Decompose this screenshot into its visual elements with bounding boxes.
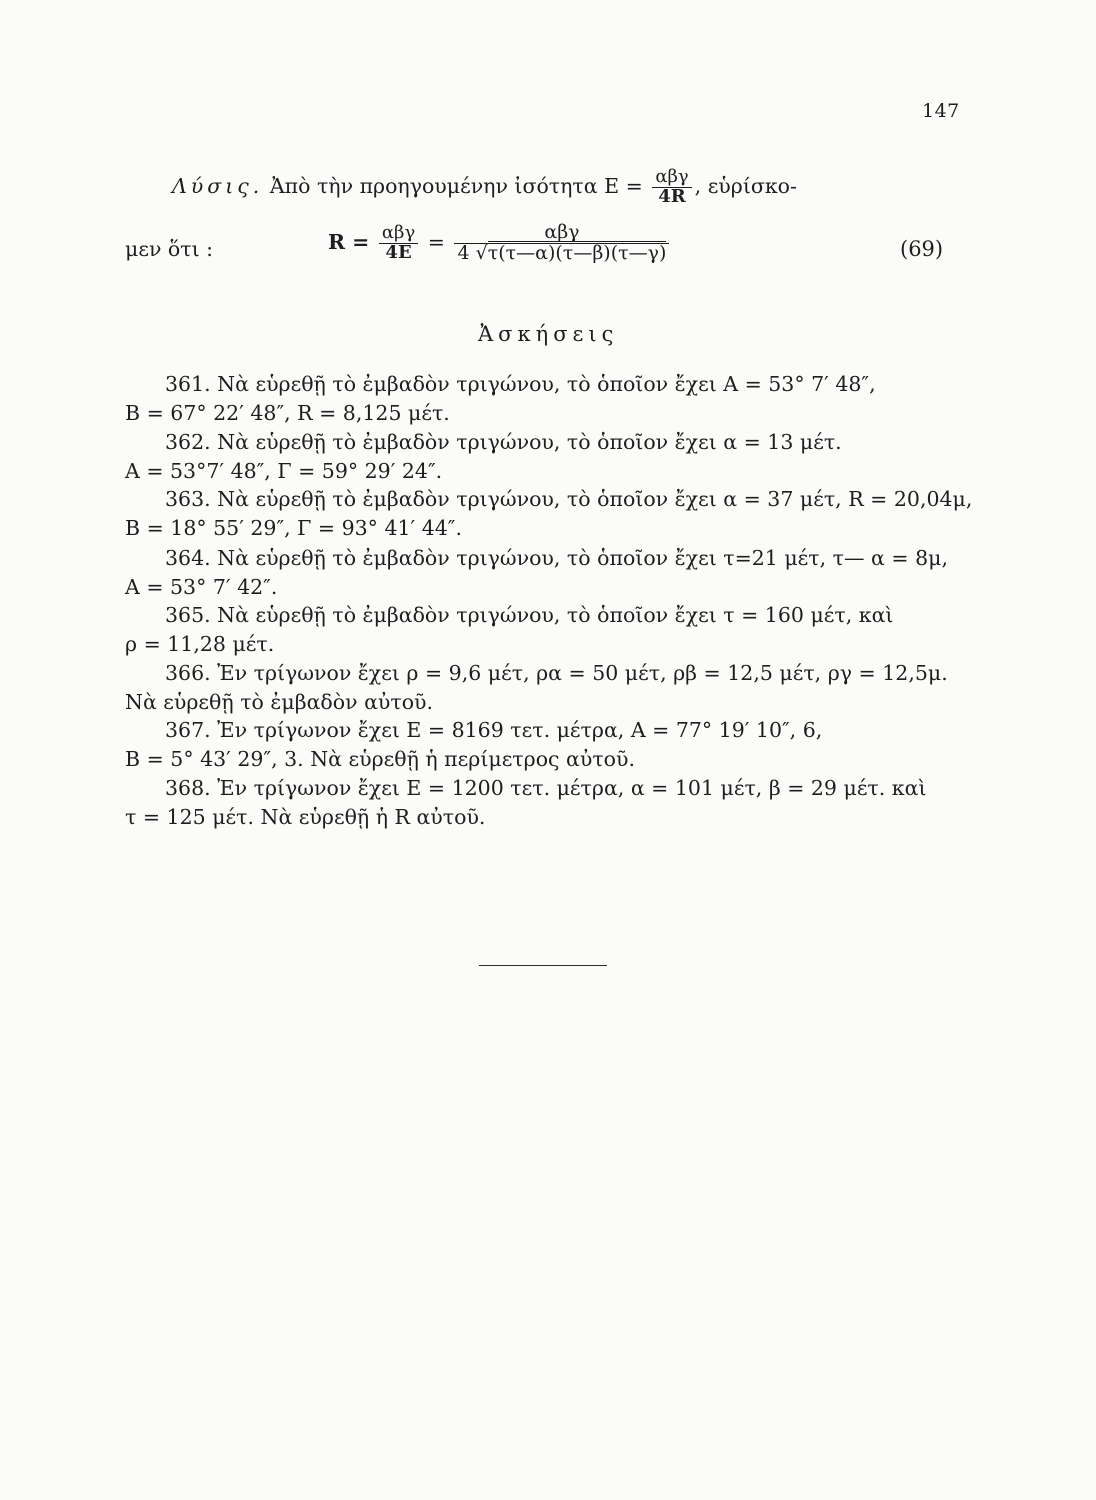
exercise-363-line-1: 363. Νὰ εὑρεθῇ τὸ ἐμβαδὸν τριγώνου, τὸ ὁποῖον ἔχει α = 37 μέτ, R = 20,04μ, <box>165 487 973 511</box>
intro-fraction-numerator: αβγ <box>655 166 689 187</box>
formula-equals-2: = <box>427 229 445 254</box>
exercise-368-line-1: 368. Ἐν τρίγωνον ἔχει Ε = 1200 τετ. μέτρα, α = 101 μέτ, β = 29 μέτ. καὶ <box>165 776 927 800</box>
page-number: 147 <box>922 100 960 122</box>
intro-fraction-denominator: 4R <box>652 187 691 207</box>
section-heading: Ἀσκήσεις <box>478 322 619 346</box>
exercise-361-line-1: 361. Νὰ εὑρεθῇ τὸ ἐμβαδὸν τριγώνου, τὸ ὁποῖον ἔχει Α = 53° 7′ 48″, <box>165 372 876 396</box>
formula-fraction-2 <box>454 223 669 264</box>
sqrt-icon: √ <box>475 241 488 264</box>
solution-intro-line <box>172 168 797 207</box>
exercise-364-line-2: Α = 53° 7′ 42″. <box>125 575 278 599</box>
formula-lhs: R = <box>328 229 370 254</box>
exercise-363-line-2: Β = 18° 55′ 29″, Γ = 93° 41′ 44″. <box>125 516 462 540</box>
exercise-368-line-2: τ = 125 μέτ. Νὰ εὑρεθῇ ἡ R αὐτοῦ. <box>125 805 486 829</box>
equation-number: (69) <box>900 237 944 261</box>
formula-fraction-1-denominator: 4E <box>379 243 418 263</box>
exercise-365-line-1: 365. Νὰ εὑρεθῇ τὸ ἐμβαδὸν τριγώνου, τὸ ὁποῖον ἔχει τ = 160 μέτ, καὶ <box>165 603 894 627</box>
exercise-366-line-2: Νὰ εὑρεθῇ τὸ ἐμβαδὸν αὐτοῦ. <box>125 690 434 714</box>
solution-label: Λύσις. <box>172 173 264 198</box>
formula-radicand: τ(τ—α)(τ—β)(τ—γ) <box>487 241 667 264</box>
intro-fraction <box>652 168 691 207</box>
exercise-365-line-2: ρ = 11,28 μέτ. <box>125 632 275 656</box>
formula-fraction-1-numerator: αβγ <box>381 222 416 244</box>
exercise-364-line-1: 364. Νὰ εὑρεθῇ τὸ ἐμβαδὸν τριγώνου, τὸ ὁποῖον ἔχει τ=21 μέτ, τ— α = 8μ, <box>165 546 948 570</box>
exercise-366-line-1: 366. Ἐν τρίγωνον ἔχει ρ = 9,6 μέτ, ρα = 50 μέτ, ρβ = 12,5 μέτ, ργ = 12,5μ. <box>165 661 948 685</box>
solution-cont-line <box>125 239 213 260</box>
solution-intro-tail: , εὑρίσκο- <box>694 173 797 198</box>
formula-69 <box>328 223 672 264</box>
exercise-362-line-2: Α = 53°7′ 48″, Γ = 59° 29′ 24″. <box>125 459 443 483</box>
exercise-362-line-1: 362. Νὰ εὑρεθῇ τὸ ἐμβαδὸν τριγώνου, τὸ ὁποῖον ἔχει α = 13 μέτ. <box>165 430 842 454</box>
solution-cont-text: μεν ὅτι : <box>125 237 214 261</box>
exercise-367-line-1: 367. Ἐν τρίγωνον ἔχει Ε = 8169 τετ. μέτρα, Α = 77° 19′ 10″, 6, <box>165 718 823 742</box>
end-divider <box>479 965 607 966</box>
formula-denominator-prefix: 4 <box>457 241 470 264</box>
formula-fraction-2-denominator <box>454 243 669 264</box>
formula-fraction-1 <box>379 224 418 263</box>
exercise-367-line-2: Β = 5° 43′ 29″, 3. Νὰ εὑρεθῇ ἡ περίμετρος αὐτοῦ. <box>125 747 636 771</box>
solution-intro-text: Ἀπὸ τὴν προηγουμένην ἰσότητα Ε = <box>269 173 643 198</box>
exercise-361-line-2: Β = 67° 22′ 48″, R = 8,125 μέτ. <box>125 401 450 425</box>
formula-fraction-2-numerator: αβγ <box>544 221 580 243</box>
